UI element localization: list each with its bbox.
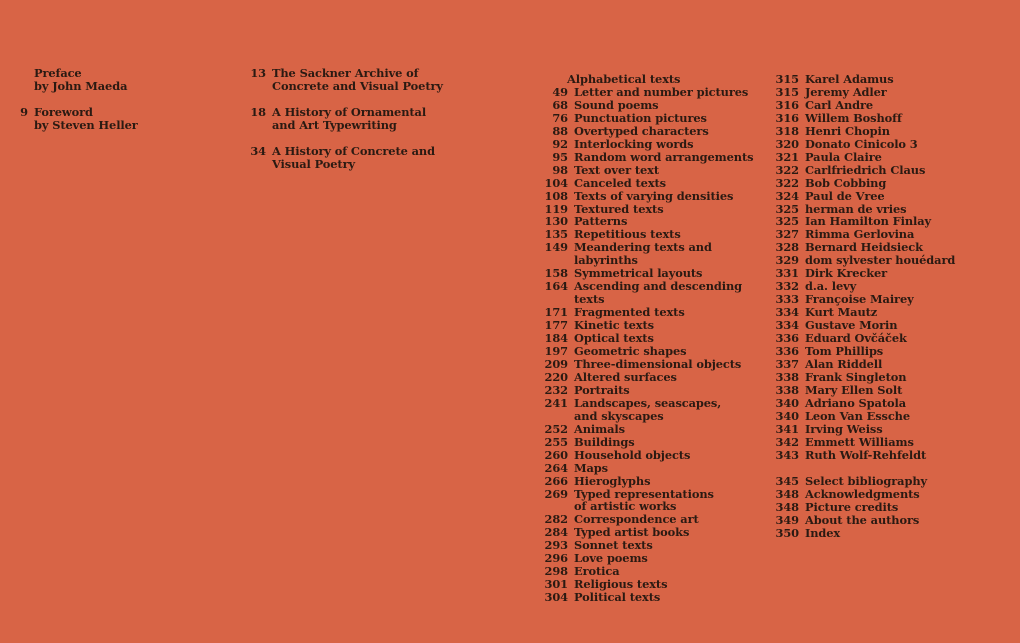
entry-title: Françoise Mairey: [805, 292, 914, 307]
entry-title: Karel Adamus: [805, 72, 894, 86]
toc-entry: [544, 175, 774, 190]
page-number: 318: [775, 123, 799, 138]
entry-title: Select bibliography: [805, 474, 928, 488]
page-number: 135: [544, 227, 568, 242]
page-number: 321: [775, 149, 799, 164]
toc-entry: [775, 369, 1015, 384]
toc-entry: [775, 512, 1015, 527]
toc-entry: [552, 84, 774, 99]
page-number: 325: [775, 201, 799, 216]
entry-title: Kurt Mautz: [805, 305, 878, 320]
page-number: 209: [544, 356, 568, 371]
entry-title: Acknowledgments: [805, 486, 920, 501]
toc-entry: [775, 188, 1015, 203]
entry-title: Correspondence art: [574, 512, 699, 527]
page-number: 325: [775, 214, 799, 229]
entry-title: Typed representations of artistic works: [574, 486, 714, 514]
entry-title: Animals: [574, 421, 625, 436]
toc-entry: [250, 104, 462, 132]
entry-title: Love poems: [574, 551, 648, 566]
entry-title: Canceled texts: [574, 175, 666, 190]
toc-entry: [775, 408, 1015, 423]
entry-title: Paula Claire: [805, 149, 882, 164]
page-number: 13: [250, 66, 266, 80]
entry-title: Repetitious texts: [574, 227, 681, 242]
entry-title: Symmetrical layouts: [574, 266, 703, 281]
toc-entry: [775, 486, 1015, 501]
entry-title: Fragmented texts: [574, 305, 685, 320]
entry-title: Eduard Ovčáček: [805, 331, 907, 346]
page-number: 49: [552, 84, 568, 99]
entry-title: Picture credits: [805, 499, 899, 514]
page-number: 284: [544, 525, 568, 540]
page-number: 171: [544, 305, 568, 320]
toc-entry: [544, 369, 774, 384]
toc-entry: [552, 97, 774, 112]
entry-title: herman de vries: [805, 201, 907, 216]
toc-entry: [544, 434, 774, 449]
entry-title: Foreword by Steven Heller: [34, 104, 138, 132]
entry-title: Random word arrangements: [574, 149, 754, 164]
entry-title: Political texts: [574, 590, 661, 605]
entry-title: Rimma Gerlovina: [805, 227, 915, 242]
toc-entry: [552, 136, 774, 151]
entry-title: Carl Andre: [805, 97, 874, 112]
page-number: 164: [544, 279, 568, 294]
page-number: 316: [775, 110, 799, 125]
page-number: 298: [544, 564, 568, 579]
entry-title: d.a. levy: [805, 279, 857, 294]
page-number: 329: [775, 253, 799, 268]
page-number: 328: [775, 240, 799, 255]
page-number: 350: [775, 525, 799, 540]
entry-title: Texts of varying densities: [574, 188, 734, 203]
front-matter-column: [20, 66, 184, 145]
artists-column: [775, 72, 1015, 462]
toc-entry: [775, 395, 1015, 410]
entry-title: Alan Riddell: [805, 356, 883, 371]
entry-title: Landscapes, seascapes, and skyscapes: [574, 395, 722, 423]
entry-title: Tom Phillips: [805, 344, 884, 359]
entry-title: Bob Cobbing: [805, 175, 887, 190]
toc-entry: [544, 240, 774, 268]
page-number: 177: [544, 318, 568, 333]
entry-title: Henri Chopin: [805, 123, 890, 138]
toc-entry: [544, 356, 774, 371]
page-number: 98: [552, 162, 568, 177]
page-number: 255: [544, 434, 568, 449]
toc-entry: [34, 67, 184, 93]
page-number: 343: [775, 447, 799, 462]
toc-entry: [544, 382, 774, 397]
page-number: 241: [544, 395, 568, 410]
page-number: 338: [775, 369, 799, 384]
entry-title: Hieroglyphs: [574, 473, 651, 488]
entry-title: Household objects: [574, 447, 691, 462]
toc-entry: [20, 104, 184, 132]
entry-title: Donato Cinicolo 3: [805, 136, 918, 151]
entry-title: Leon Van Essche: [805, 408, 910, 423]
page-number: 340: [775, 408, 799, 423]
entry-title: Three-dimensional objects: [574, 356, 742, 371]
page-number: 264: [544, 460, 568, 475]
entry-title: Gustave Morin: [805, 318, 898, 333]
entry-title: Text over text: [574, 162, 660, 177]
chapters-heading: Alphabetical texts: [567, 72, 681, 86]
page-number: 88: [552, 123, 568, 138]
entry-title: A History of Ornamental and Art Typewriting: [272, 104, 427, 132]
page-number: 197: [544, 344, 568, 359]
entry-title: Carlfriedrich Claus: [805, 162, 926, 177]
page-number: 342: [775, 434, 799, 449]
entry-title: Index: [805, 525, 841, 540]
page-number: 304: [544, 590, 568, 605]
page-number: 320: [775, 136, 799, 151]
entry-title: Overtyped characters: [574, 123, 709, 138]
page-number: 345: [775, 474, 799, 488]
page-number: 296: [544, 551, 568, 566]
entry-title: Portraits: [574, 382, 630, 397]
page-number: 334: [775, 318, 799, 333]
page-number: 220: [544, 369, 568, 384]
page-number: 301: [544, 577, 568, 592]
toc-entry: [544, 395, 774, 423]
toc-entry: [775, 421, 1015, 436]
entry-title: Sonnet texts: [574, 538, 653, 553]
page-number: 76: [552, 110, 568, 125]
entry-title: Interlocking words: [574, 136, 694, 151]
page-number: 108: [544, 188, 568, 203]
page-number: 282: [544, 512, 568, 527]
entry-title: Mary Ellen Solt: [805, 382, 903, 397]
toc-entry: [775, 149, 1015, 164]
toc-entry: [544, 447, 774, 462]
entry-title: Optical texts: [574, 331, 654, 346]
page-number: 336: [775, 331, 799, 346]
toc-entry: [775, 356, 1015, 371]
entry-title: About the authors: [805, 512, 920, 527]
page-number: 341: [775, 421, 799, 436]
entry-title: Kinetic texts: [574, 318, 654, 333]
toc-entry: [544, 421, 774, 436]
entry-title: Punctuation pictures: [574, 110, 707, 125]
entry-title: Willem Boshoff: [805, 110, 902, 125]
page-number: 158: [544, 266, 568, 281]
page-number: 232: [544, 382, 568, 397]
toc-entry: [775, 382, 1015, 397]
entry-title: Buildings: [574, 434, 635, 449]
page-number: 68: [552, 97, 568, 112]
page-number: 324: [775, 188, 799, 203]
toc-entry: [775, 72, 1015, 86]
page-number: 349: [775, 512, 799, 527]
entry-title: Altered surfaces: [574, 369, 677, 384]
entry-title: Frank Singleton: [805, 369, 907, 384]
entry-title: Textured texts: [574, 201, 664, 216]
toc-entry: [775, 175, 1015, 190]
toc-entry: [775, 447, 1015, 462]
entry-title: Irving Weiss: [805, 421, 883, 436]
toc-entry: [775, 110, 1015, 125]
toc-entry: [544, 590, 774, 605]
entry-title: Dirk Krecker: [805, 266, 888, 281]
entry-title: A History of Concrete and Visual Poetry: [272, 143, 435, 171]
toc-entry: [544, 279, 774, 307]
back-matter-column: [775, 474, 1015, 540]
toc-entry: [775, 123, 1015, 138]
page-number: 269: [544, 486, 568, 501]
page-number: 338: [775, 382, 799, 397]
entry-title: The Sackner Archive of Concrete and Visual Poetry: [272, 66, 443, 93]
essays-column: [250, 66, 462, 184]
entry-title: Ian Hamilton Finlay: [805, 214, 932, 229]
page-number: 322: [775, 175, 799, 190]
entry-title: Geometric shapes: [574, 344, 687, 359]
entry-title: Sound poems: [574, 97, 659, 112]
toc-entry: [250, 143, 462, 171]
chapters-column: [544, 72, 774, 605]
entry-title: Emmett Williams: [805, 434, 914, 449]
entry-title: Meandering texts and labyrinths: [574, 240, 712, 268]
toc-entry: [544, 188, 774, 203]
toc-entry: [552, 162, 774, 177]
toc-entry: [250, 66, 462, 93]
page-number: 348: [775, 499, 799, 514]
page-number: 104: [544, 175, 568, 190]
page-number: 266: [544, 473, 568, 488]
page-number: 119: [544, 201, 568, 216]
page-number: 327: [775, 227, 799, 242]
entry-title: Ascending and descending texts: [574, 279, 743, 307]
entry-title: Preface by John Maeda: [34, 66, 128, 93]
page-number: 332: [775, 279, 799, 294]
page-number: 95: [552, 149, 568, 164]
toc-entry: [775, 136, 1015, 151]
toc-entry: [552, 149, 774, 164]
entry-title: Ruth Wolf-Rehfeldt: [805, 447, 927, 462]
entry-title: dom sylvester houédard: [805, 253, 956, 268]
page-number: 316: [775, 97, 799, 112]
toc-entry: [775, 434, 1015, 449]
page-number: 293: [544, 538, 568, 553]
entry-title: Religious texts: [574, 577, 668, 592]
page-number: 149: [544, 240, 568, 255]
page-number: 334: [775, 305, 799, 320]
entry-title: Adriano Spatola: [805, 395, 906, 410]
entry-title: Erotica: [574, 564, 620, 579]
page-number: 315: [775, 72, 799, 86]
page-number: 252: [544, 421, 568, 436]
toc-entry: [775, 162, 1015, 177]
page-number: 34: [250, 143, 266, 158]
entry-title: Letter and number pictures: [574, 84, 749, 99]
page-number: 333: [775, 292, 799, 307]
toc-entry: [544, 486, 774, 514]
entry-title: Typed artist books: [574, 525, 690, 540]
entry-title: Jeremy Adler: [805, 84, 887, 99]
toc-entry: [552, 123, 774, 138]
page-number: 337: [775, 356, 799, 371]
page-number: 184: [544, 331, 568, 346]
page-number: 315: [775, 84, 799, 99]
entry-title: Paul de Vree: [805, 188, 885, 203]
toc-entry: [775, 474, 1015, 488]
toc-entry: [544, 473, 774, 488]
toc-entry: [775, 499, 1015, 514]
toc-entry: [544, 460, 774, 475]
page-number: 348: [775, 486, 799, 501]
toc-entry: [552, 110, 774, 125]
page-number: 331: [775, 266, 799, 281]
page-number: 260: [544, 447, 568, 462]
page-number: 340: [775, 395, 799, 410]
page-number: 336: [775, 344, 799, 359]
page-number: 130: [544, 214, 568, 229]
entry-title: Maps: [574, 460, 608, 475]
toc-entry: [775, 525, 1015, 540]
page-number: 18: [250, 104, 266, 119]
toc-entry: [775, 97, 1015, 112]
entry-title: Bernard Heidsieck: [805, 240, 923, 255]
page-number: 322: [775, 162, 799, 177]
entry-title: Patterns: [574, 214, 628, 229]
toc-entry: [775, 84, 1015, 99]
page-number: 9: [20, 104, 28, 119]
page-number: 92: [552, 136, 568, 151]
